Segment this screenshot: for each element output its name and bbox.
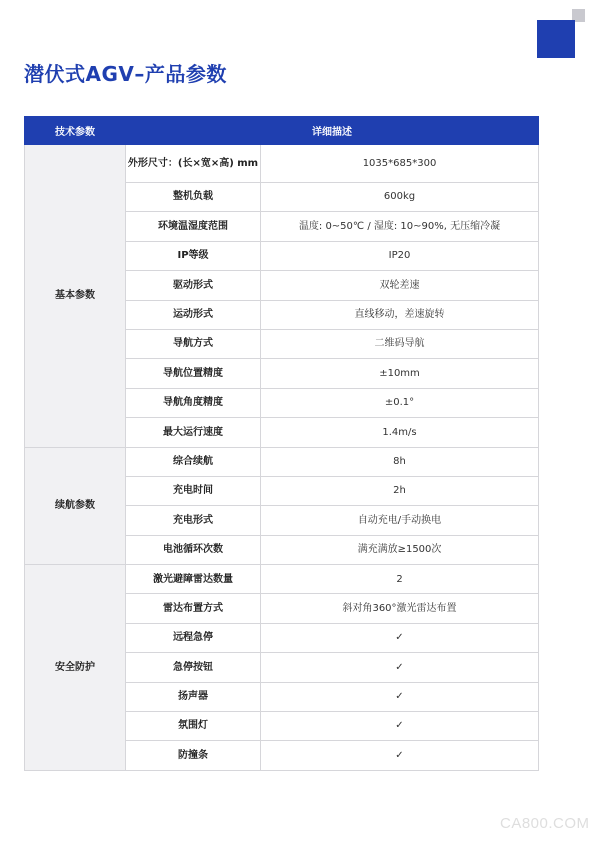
param-value: ±0.1° [261, 388, 539, 417]
group-label-endurance: 续航参数 [25, 447, 126, 565]
param-value: 2 [261, 565, 539, 594]
param-label: 防撞条 [126, 741, 261, 770]
param-label: 综合续航 [126, 447, 261, 476]
param-label: 激光避障雷达数量 [126, 565, 261, 594]
table-row [25, 447, 539, 476]
param-value: ±10mm [261, 359, 539, 388]
param-value: 600kg [261, 183, 539, 212]
param-label: 导航位置精度 [126, 359, 261, 388]
param-label: 环境温湿度范围 [126, 212, 261, 241]
header-tech-params: 技术参数 [25, 117, 126, 145]
header-details: 详细描述 [126, 117, 539, 145]
param-value: 1035*685*300 [261, 145, 539, 183]
check-mark: ✓ [261, 653, 539, 682]
param-value: 温度: 0~50℃ / 湿度: 10~90%, 无压缩冷凝 [261, 212, 539, 241]
param-label: 雷达布置方式 [126, 594, 261, 623]
param-label: 整机负载 [126, 183, 261, 212]
spec-table [24, 116, 539, 771]
watermark: CA800.COM [500, 815, 590, 832]
table-row [25, 565, 539, 594]
table-row [25, 145, 539, 183]
param-label: 远程急停 [126, 623, 261, 652]
group-label-basic: 基本参数 [25, 145, 126, 448]
param-label: 充电形式 [126, 506, 261, 535]
corner-decoration-large [537, 20, 575, 58]
param-label: 电池循环次数 [126, 535, 261, 564]
param-label: 外形尺寸：(长×宽×高) mm [126, 145, 261, 183]
check-mark: ✓ [261, 623, 539, 652]
param-label: 氛围灯 [126, 712, 261, 741]
check-mark: ✓ [261, 741, 539, 770]
table-header-row [25, 117, 539, 145]
param-label: 驱动形式 [126, 271, 261, 300]
param-value: 满充满放≥1500次 [261, 535, 539, 564]
group-label-safety: 安全防护 [25, 565, 126, 771]
param-value: IP20 [261, 241, 539, 270]
param-label: 充电时间 [126, 476, 261, 505]
param-label: 导航角度精度 [126, 388, 261, 417]
param-label: 运动形式 [126, 300, 261, 329]
param-value: 二维码导航 [261, 329, 539, 358]
param-label: 最大运行速度 [126, 418, 261, 447]
page-title: 潜伏式AGV–产品参数 [24, 62, 227, 86]
param-value: 直线移动，差速旋转 [261, 300, 539, 329]
param-value: 双轮差速 [261, 271, 539, 300]
param-value: 自动充电/手动换电 [261, 506, 539, 535]
check-mark: ✓ [261, 682, 539, 711]
check-mark: ✓ [261, 712, 539, 741]
param-value: 斜对角360°激光雷达布置 [261, 594, 539, 623]
param-label: IP等级 [126, 241, 261, 270]
param-value: 2h [261, 476, 539, 505]
param-value: 8h [261, 447, 539, 476]
param-label: 导航方式 [126, 329, 261, 358]
param-label: 扬声器 [126, 682, 261, 711]
param-value: 1.4m/s [261, 418, 539, 447]
param-label: 急停按钮 [126, 653, 261, 682]
